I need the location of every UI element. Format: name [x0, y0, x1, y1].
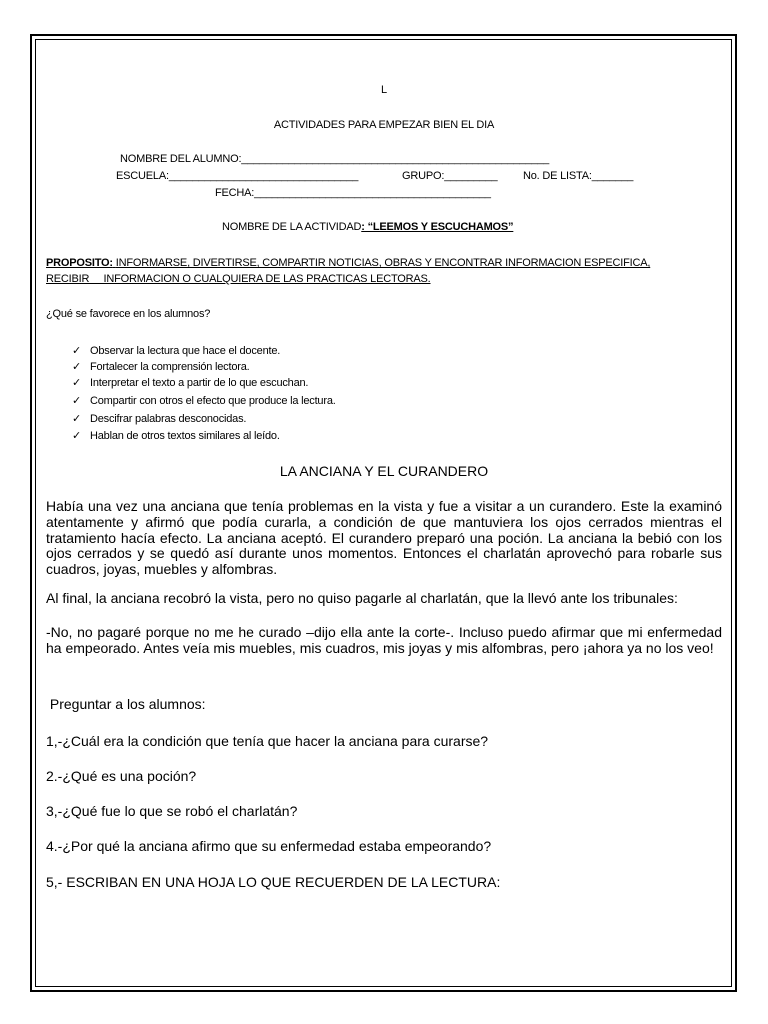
- question-item: 4.-¿Por qué la anciana afirmo que su enfermedad estaba empeorando?: [46, 838, 492, 854]
- story-paragraph-2: Al final, la anciana recobró la vista, pero no quiso pagarle al charlatán, que la llevó ante los tribunales:: [46, 590, 678, 606]
- question-item: 1,-¿Cuál era la condición que tenía que hacer la anciana para curarse?: [46, 733, 489, 749]
- date-label: FECHA:: [215, 187, 255, 199]
- group-field: [402, 170, 497, 182]
- check-icon: ✓: [72, 377, 82, 389]
- ask-intro: Preguntar a los alumnos:: [46, 696, 206, 712]
- school-field: [116, 170, 358, 182]
- list-item: ✓ Descifrar palabras desconocidas.: [72, 413, 247, 425]
- group-label: GRUPO:: [402, 170, 445, 182]
- school-label: ESCUELA:: [116, 170, 169, 182]
- activity-label: NOMBRE DE LA ACTIVIDAD: [222, 221, 362, 233]
- check-icon: ✓: [72, 361, 82, 373]
- student-name-line: ____________________________________________________: [241, 153, 550, 165]
- list-item: ✓ Interpretar el texto a partir de lo que escuchan.: [72, 377, 309, 389]
- date-field: [215, 187, 491, 199]
- check-icon: ✓: [72, 430, 82, 442]
- student-name-label: NOMBRE DEL ALUMNO:: [120, 153, 242, 165]
- page-letter: L: [381, 84, 387, 96]
- group-line: _________: [444, 170, 498, 182]
- check-icon: ✓: [72, 345, 82, 357]
- purpose-line-1: PROPOSITO: INFORMARSE, DIVERTIRSE, COMPARTIR NOTICIAS, OBRAS Y ENCONTRAR INFORMACION ESPECIFICA,: [46, 257, 651, 269]
- purpose-line-2: RECIBIR INFORMACION O CUALQUIERA DE LAS PRACTICAS LECTORAS.: [46, 273, 431, 285]
- activity-title: : “LEEMOS Y ESCUCHAMOS”: [361, 221, 514, 233]
- worksheet-title: ACTIVIDADES PARA EMPEZAR BIEN EL DIA: [273, 119, 495, 131]
- check-icon: ✓: [72, 395, 82, 407]
- activity-name: [222, 221, 513, 233]
- list-item: ✓ Hablan de otros textos similares al leído.: [72, 430, 280, 442]
- list-item: ✓ Compartir con otros el efecto que produce la lectura.: [72, 395, 336, 407]
- student-name-field: [120, 153, 549, 165]
- list-number-label: No. DE LISTA:: [523, 170, 592, 182]
- list-item: ✓ Observar la lectura que hace el docente.: [72, 345, 281, 357]
- story-title: LA ANCIANA Y EL CURANDERO: [279, 463, 489, 479]
- question-item: 2.-¿Qué es una poción?: [46, 768, 197, 784]
- list-item: ✓ Fortalecer la comprensión lectora.: [72, 361, 250, 373]
- question-intro: ¿Qué se favorece en los alumnos?: [46, 308, 211, 320]
- question-item: 3,-¿Qué fue lo que se robó el charlatán?: [46, 803, 298, 819]
- story-paragraph-3: -No, no pagaré porque no me he curado –dijo ella ante la corte-. Incluso puedo afirmar que mi enfermedad ha empeorado. Antes veía mis muebles, mis cuadros, mis joyas y mis alfombras, pero ¡ahora ya no los veo!: [46, 624, 722, 656]
- list-number-field: [523, 170, 633, 182]
- school-line: ________________________________: [168, 170, 359, 182]
- purpose-label: PROPOSITO:: [46, 257, 113, 269]
- check-icon: ✓: [72, 413, 82, 425]
- list-number-line: _______: [591, 170, 634, 182]
- story-paragraph-1: Había una vez una anciana que tenía problemas en la vista y fue a visitar a un curandero. Este la examinó atentamente y afirmó que podía curarla, a condición de que mantuviera los ojos cerrados mientras el tratamiento hacía efecto. La anciana aceptó. El curandero preparó una poción. La anciana la bebió con los ojos cerrados y se quedó así durante unos momentos. Entonces el charlatán aprovechó para robarle sus cuadros, joyas, muebles y alfombras.: [46, 498, 722, 578]
- date-line: ________________________________________: [254, 187, 491, 199]
- question-item: 5,- ESCRIBAN EN UNA HOJA LO QUE RECUERDEN DE LA LECTURA:: [46, 874, 501, 890]
